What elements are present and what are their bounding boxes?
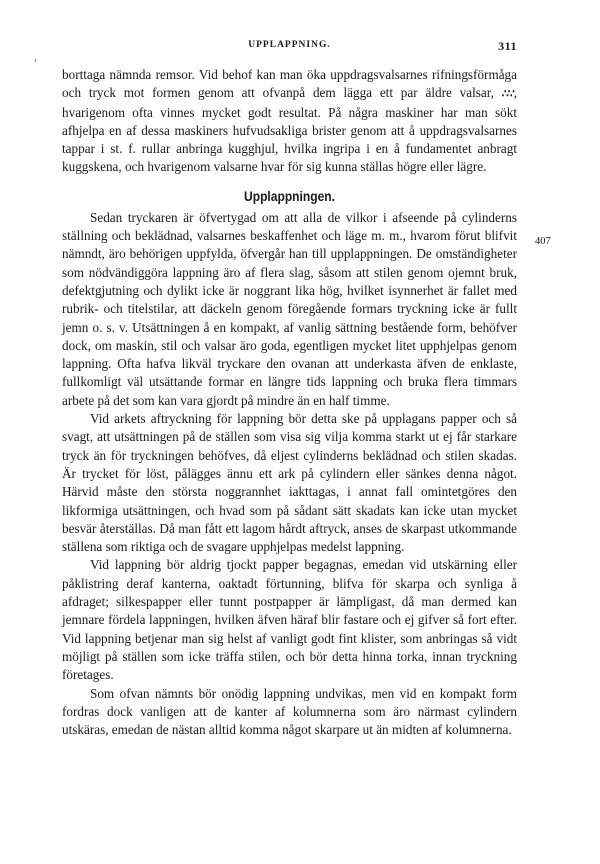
paragraph-intro-cont-text: , hvarigenom ofta vinnes mycket godt resultat. På några maskiner har man sökt afhjelpa en af dessa maskiners hufvudsakliga brister genom att å uppdragsvalsarnes tappar i st. f. rullar anbringa kugghjul, hvilka ingripa i en å fundamentet anbragt kuggskena, och hvarigenom valsarne hvar för sig kunna ställas högre eller lägre. (62, 85, 517, 175)
margin-number: 407 (535, 236, 551, 247)
continued-paragraph (62, 66, 517, 177)
body-paragraph: Som ofvan nämnts bör onödig lappning undvikas, men vid en kompakt form fordras dock vanligen att de kanter af kolumnerna som äro närmast cylindern utskäras, emedan de nästan alltid komma något skarpare ut än midten af kolumnerna. (62, 685, 517, 738)
page-body (62, 66, 517, 739)
stray-mark: ʼ (34, 58, 37, 68)
body-paragraph: Vid arkets aftryckning för lappning bör detta ske på upplagans papper och så svagt, att utsättningen på de ställen som visa sig vilja komma starkt ut ej får starkare tryck än för tryckningen behöfves, då eljest cylinderns beklädnad och stilen skadas. Är trycket för löst, pålägges ännu ett ark på cylindern eller sänkes denna något. Härvid måste den största noggrannhet iakttagas, i annat fall omintetgöres den likformiga utsättningen, och hvad som på sådant sätt skadats kan icke utan mycket besvär återställas. Då man fått ett lagom hårdt aftryck, anses de skarpast utkommande ställena som riktiga och de svagare upphjelpas medelst lappning. (62, 411, 517, 555)
body-paragraph: Vid lappning bör aldrig tjockt papper begagnas, emedan vid utskärning eller påklistring deraf kanterna, oaktadt förtunning, blifva för skarpa och synliga å afdraget; silkespapper eller tunnt postpapper är lämpligast, då man dermed kan jemnare fördela lappningen, hvilken äfven häraf blir fastare och ej gifver så fort efter. Vid lappning betjenar man sig helst af vanligt godt fint klister, som anbringas så vidt möjligt på ställen som icke träffa stilen, och bör detta hinna torka, innan tryckning företages. (62, 557, 517, 683)
page-number: 311 (498, 39, 517, 53)
running-title: UPPLAPPNING. (248, 40, 331, 50)
paragraph-intro-text: borttaga nämnda remsor. Vid behof kan man öka uppdragsvalsarnes rifningsförmåga och tryck mot formen genom att ofvanpå dem lägga ett par äldre valsar, (62, 67, 517, 101)
running-head (62, 40, 517, 54)
dots-ornament: ∴∵ (501, 88, 514, 101)
section-heading: Upplappningen. (244, 187, 335, 204)
body-paragraph: Sedan tryckaren är öfvertygad om att alla de vilkor i afseende på cylinderns ställning och beklädnad, valsarnes beskaffenhet och läge m. m., hvarom förut blifvit nämndt, äro behörigen uppfylda, öfvergår han till upplappningen. De omständigheter som nödvändiggöra lappning äro af flera slag, såsom att stilen genom ojemnt bruk, defektgjutning och dylikt icke är noggrant lika hög, hvilket isynnerhet är fallet med rubrik- och titelstilar, att däckeln genom föregående formars tryckning icke är fullt jemn o. s. v. Utsättningen å en kompakt, af vanlig sättning bestående form, behöfver dock, om maskin, stil och valsar äro goda, egentligen mycket litet upphjelpas genom lappning. Ofta hafva likväl tryckare den ovanan att underkasta äfven de enklaste, fullkomligt väl utsättande formar en längre tids lappning och bruka flera timmars arbete på det som kan vara gjordt på mindre än en half timme. (62, 209, 517, 408)
